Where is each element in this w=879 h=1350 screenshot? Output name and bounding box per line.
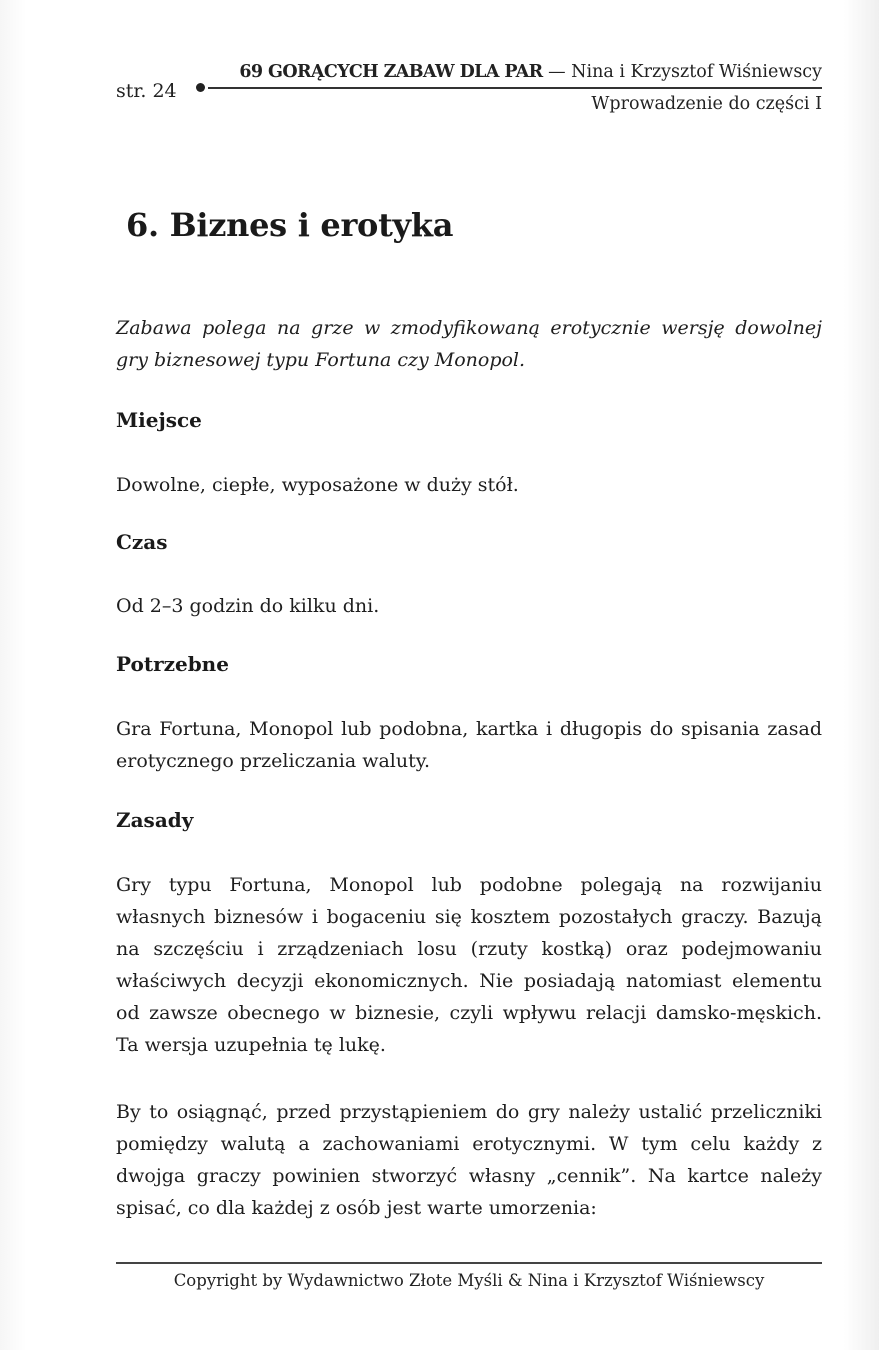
running-title xyxy=(239,62,822,82)
miejsce-text: Dowolne, ciepłe, wyposażone w duży stół. xyxy=(116,474,519,496)
subheading-miejsce: Miejsce xyxy=(116,408,202,432)
footer-copyright: Copyright by Wydawnictwo Złote Myśli & Nina i Krzysztof Wiśniewscy xyxy=(173,1271,765,1290)
subheading-czas: Czas xyxy=(116,530,168,554)
footer-rule xyxy=(116,1262,822,1264)
zasady-paragraph-2: By to osiągnąć, przed przystąpieniem do gry należy ustalić przeliczniki pomiędzy walutą a zachowaniami erotycznymi. W tym celu każdy z dwojga graczy powinien stworzyć własny „cennik”. Na kartce należy spisać, co dla każdej z osób jest warte umorzenia: xyxy=(116,1101,822,1219)
header-bullet-dot xyxy=(196,83,205,92)
czas-text: Od 2–3 godzin do kilku dni. xyxy=(116,595,380,617)
page-header xyxy=(116,62,822,122)
zasady-paragraph-1: Gry typu Fortuna, Monopol lub podobne polegają na rozwijaniu własnych biznesów i bogaceniu się kosztem pozostałych graczy. Bazują na szczęściu i zrządzeniach losu (rzuty kostką) oraz podejmowaniu właściwych decyzji ekonomicznych. Nie posiadają natomiast elementu od zawsze obecnego w biznesie, czyli wpływu relacji damsko-męskich. Ta wersja uzupełnia tę lukę. xyxy=(116,874,822,1056)
potrzebne-text: Gra Fortuna, Monopol lub podobna, kartka i długopis do spisania zasad erotycznego przeliczania waluty. xyxy=(116,718,822,772)
subheading-potrzebne: Potrzebne xyxy=(116,652,229,676)
chapter-part: Wprowadzenie do części I xyxy=(591,94,822,114)
section-heading: 6. Biznes i erotyka xyxy=(126,206,454,244)
subheading-zasady: Zasady xyxy=(116,808,194,832)
book-title: 69 GORĄCYCH ZABAW DLA PAR xyxy=(239,62,543,82)
section-intro: Zabawa polega na grze w zmodyfikowaną erotycznie wersję dowolnej gry biznesowej typu Fortuna czy Monopol. xyxy=(116,317,822,371)
page-number: str. 24 xyxy=(116,80,177,102)
header-rule xyxy=(208,87,822,89)
book-authors: — Nina i Krzysztof Wiśniewscy xyxy=(548,62,822,82)
